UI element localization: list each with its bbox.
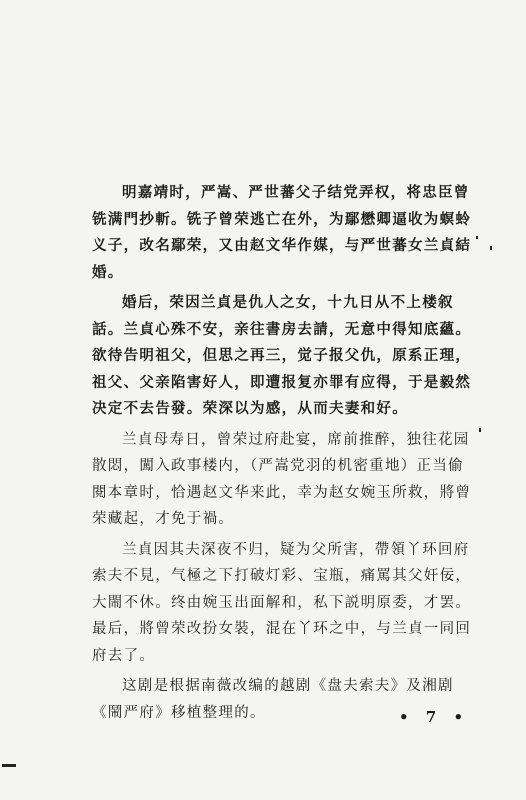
paragraph-birthday-banquet: 兰貞母寿日，曾荣过府赴宴，席前推醉，独往花园散悶，闖入政事楼内，（严嵩党羽的机密重地）正当偷閱本章时，恰遇赵文华来此，幸为赵女婉玉所救，將曾荣藏起，才免于禍。 [92,431,472,527]
paragraph-search-for-husband: 兰貞因其夫深夜不归，疑为父所害，帶領丫环回府索夫不見，气極之下打破灯彩、宝瓶，痛罵其父奸佞，大閙不休。终由婉玉出面解和，私下説明原委，才罢。最后，將曾荣改扮女裝，混在丫环之中，与兰貞一同回府去了。 [92,541,472,664]
scan-artifact-mark [490,246,492,250]
paragraph-marriage: 婚后，荣因兰貞是仇人之女，十九日从不上楼叙話。兰貞心殊不安，亲往書房去請，无意中得知底蘊。欲待告明祖父，但思之再三，觉子报父仇，原系正理，祖父、父亲陷害好人，即遭报复亦罪有应得，于是毅然决定不去告發。荣深以为感，从而夫妻和好。 [92,294,472,417]
scan-artifact-mark [2,764,16,767]
page-number: • 7 • [399,708,470,726]
paragraph-synopsis-intro: 明嘉靖时，严嵩、严世蕃父子结党弄权，将忠臣曾铣满門抄斬。铣子曾荣逃亡在外，为鄢懋卿逼收为螟蛉义子，改名鄢荣，又由赵文华作媒，与严世蕃女兰貞結婚。 [92,184,472,281]
scan-artifact-mark [479,428,481,432]
paragraph-adaptation-note: 这剧是根据南薇改编的越剧《盘夫索夫》及湘剧《鬧严府》移植整理的。 [92,678,454,721]
scan-artifact-mark [476,236,478,239]
body-text [92,180,477,730]
